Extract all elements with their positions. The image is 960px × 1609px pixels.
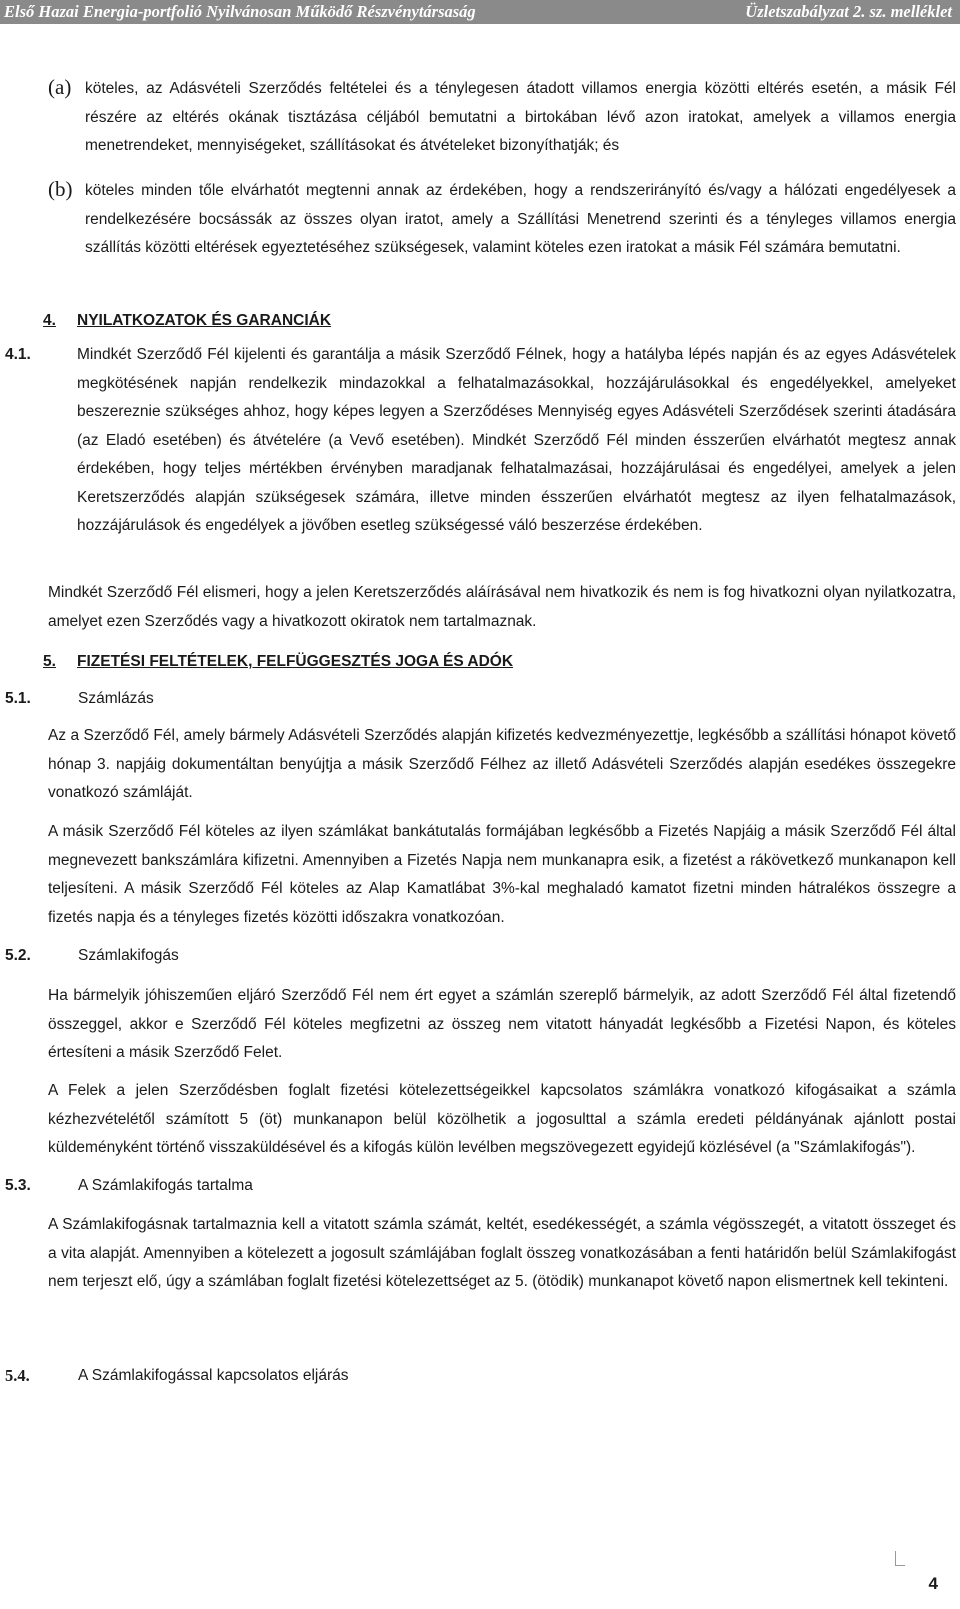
section-5-2-number: 5.2.	[5, 947, 31, 964]
section-5-1-number: 5.1.	[5, 690, 31, 707]
section-4-1-acknowledgement: Mindkét Szerződő Fél elismeri, hogy a jelen Keretszerződés aláírásával nem hivatkozik és nem is fog hivatkozni olyan nyilatkozatra, amelyet ezen Szerződés vagy a hivatkozott okiratok nem tartalmaznak.	[48, 584, 956, 630]
page-corner-mark	[895, 1551, 896, 1565]
section-5-4-number: 5.4.	[5, 1366, 30, 1385]
item-a-marker: (a)	[48, 75, 72, 99]
section-5-heading	[43, 650, 513, 674]
section-5-2-title: Számlakifogás	[78, 947, 179, 964]
section-5-1-paragraph-2: A másik Szerződő Fél köteles az ilyen számlákat bankátutalás formájában legkésőbb a Fizetés Napjáig a másik Szerződő Fél által megnevezett bankszámlára kifizetni. Amennyiben a Fizetés Napja nem munkanapra esik, a fizetést a rákövetkező munkanapon kell teljesíteni. A másik Szerződő Fél köteles az Alap Kamatlábat 3%-kal meghaladó kamatot fizetni minden hátralékos összegre a fizetés napja és a tényleges fizetés közötti időszakra vonatkozóan.	[48, 823, 956, 926]
section-5-number: 5.	[43, 653, 56, 670]
page-corner-mark-horizontal	[895, 1565, 905, 1566]
item-a-text: köteles, az Adásvételi Szerződés feltételei és a ténylegesen átadott villamos energia közötti eltérés esetén, a másik Fél részére az eltérés okának tisztázása céljából bemutatni a birtokában lévő azon iratokat, amelyek a villamos energia menetrendeket, mennyiségeket, szállításokat és átvételeket bizonyíthatják; és	[85, 80, 956, 154]
section-5-1-title: Számlázás	[78, 690, 154, 707]
section-4-title: NYILATKOZATOK ÉS GARANCIÁK	[77, 312, 332, 329]
section-5-3-title: A Számlakifogás tartalma	[78, 1177, 253, 1194]
header-document-ref: Üzletszabályzat 2. sz. melléklet	[745, 2, 952, 21]
section-4-1-number: 4.1.	[5, 346, 31, 363]
page-header	[0, 0, 960, 24]
section-5-title: FIZETÉSI FELTÉTELEK, FELFÜGGESZTÉS JOGA ÉS ADÓK	[77, 653, 514, 670]
section-5-4-title: A Számlakifogással kapcsolatos eljárás	[78, 1367, 349, 1384]
section-5-1-paragraph-1: Az a Szerződő Fél, amely bármely Adásvételi Szerződés alapján kifizetés kedvezményezettje, legkésőbb a szállítási hónapot követő hónap 3. napjáig dokumentáltan benyújtja a másik Szerződő Félhez az illető Adásvételi Szerződés alapján esedékes összegekre vonatkozó számláját.	[48, 727, 956, 801]
section-4-number: 4.	[43, 312, 56, 329]
header-company-name: Első Hazai Energia-portfolió Nyilvánosan Működő Részvénytársaság	[4, 2, 476, 21]
section-5-2-paragraph-1: Ha bármelyik jóhiszeműen eljáró Szerződő Fél nem ért egyet a számlán szereplő bármelyik, az adott Szerződő Fél által fizetendő összeggel, akkor e Szerződő Fél köteles megfizetni az összeg nem vitatott hányadát legkésőbb a Fizetési Napon, és köteles értesíteni a másik Szerződő Felet.	[48, 987, 956, 1061]
item-b-marker: (b)	[48, 177, 73, 201]
section-5-2-paragraph-2: A Felek a jelen Szerződésben foglalt fizetési kötelezettségeikkel kapcsolatos számlákra vonatkozó kifogásaikat a számla kézhezvételétől számított 5 (öt) munkanapon belül közölhetik a jogosulttal a számla eredeti példányának ajánlott postai küldeményként történő visszaküldésével és a kifogás külön levélben megszövegezett egyidejű közlésével (a "Számlakifogás").	[48, 1082, 956, 1156]
section-4-1-text: Mindkét Szerződő Fél kijelenti és garantálja a másik Szerződő Félnek, hogy a hatályba lépés napján és az egyes Adásvételek megkötésének napján rendelkezik mindazokkal a felhatalmazásokkal, hozzájárulásokkal és engedélyekkel, amelyeket beszereznie szükséges ahhoz, hogy képes legyen a Szerződéses Mennyiség egyes Adásvételi Szerződések szerinti átadására (az Eladó esetében) és átvételére (a Vevő esetében). Mindkét Szerződő Fél minden ésszerűen elvárhatót megtesz annak érdekében, hogy teljes mértékben érvényben maradjanak felhatalmazásai, hozzájárulásai és engedélyei, amelyek a jelen Keretszerződés alapján szükségesek számára, illetve minden ésszerűen elvárhatót megtesz az ilyen felhatalmazások, hozzájárulások és engedélyek a jövőben esetleg szükségessé váló beszerzése érdekében.	[77, 346, 956, 534]
section-5-3-number: 5.3.	[5, 1177, 31, 1194]
page-number: 4	[928, 1574, 938, 1593]
section-5-3-paragraph: A Számlakifogásnak tartalmaznia kell a vitatott számla számát, keltét, esedékességét, a számla végösszegét, a vitatott összeget és a vita alapját. Amennyiben a kötelezett a jogosult számlájában foglalt összeg vonatkozásában a fenti határidőn belül Számlakifogást nem terjeszt elő, úgy a számlában foglalt fizetési kötelezettséget az 5. (ötödik) munkanapot követő napon elismertnek kell tekinteni.	[48, 1216, 956, 1290]
section-4-heading	[43, 309, 331, 333]
item-b-text: köteles minden tőle elvárhatót megtenni annak az érdekében, hogy a rendszerirányító és/vagy a hálózati engedélyesek a rendelkezésére bocsássák az összes olyan iratot, amely a Szállítási Menetrend szerinti és a tényleges villamos energia szállítás közötti eltérések egyeztetéséhez szükségesek, valamint köteles ezen iratokat a másik Fél számára bemutatni.	[85, 182, 956, 256]
